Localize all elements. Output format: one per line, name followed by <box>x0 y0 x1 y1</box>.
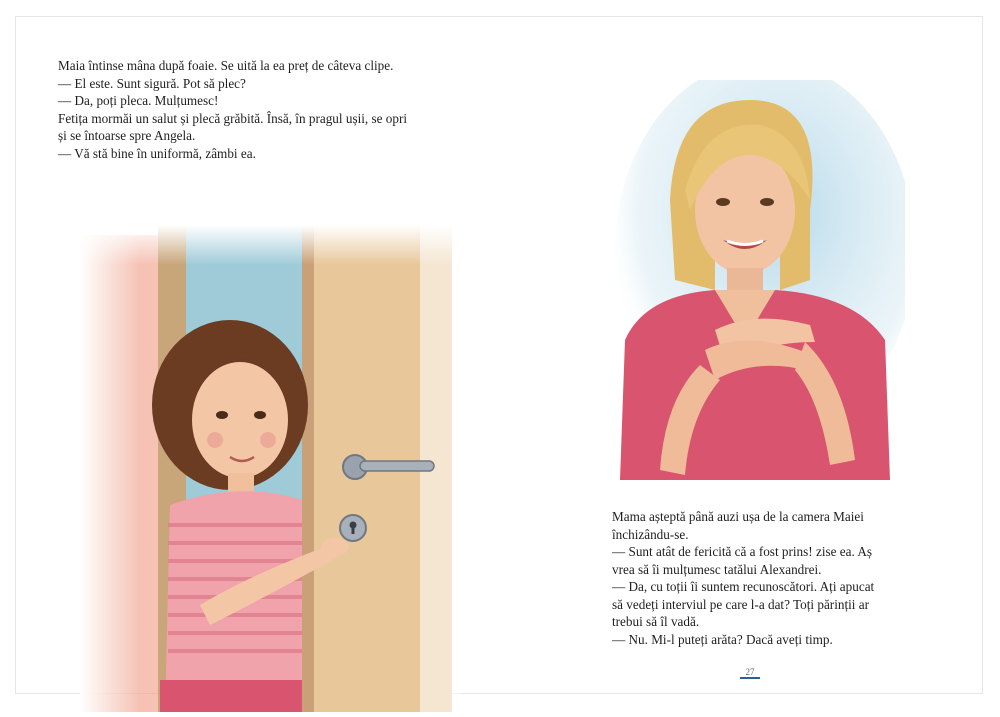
paragraph-line: Maia întinse mâna după foaie. Se uită la ea preț de câteva clipe. <box>58 58 394 73</box>
girl-at-door-illustration <box>80 225 460 712</box>
paragraph-line: și se întoarse spre Angela. <box>58 128 196 143</box>
paragraph-line: — Da, cu toții îi suntem recunoscători. Ați apucat <box>612 579 875 594</box>
paragraph-line: să vedeți interviul pe care l-a dat? Toți părinții ar <box>612 596 869 612</box>
paragraph-line: — Vă stă bine în uniformă, zâmbi ea. <box>58 145 256 161</box>
left-page-text <box>58 57 438 162</box>
smiling-woman-illustration <box>605 80 905 490</box>
girl-at-door-drawing <box>80 225 460 712</box>
paragraph-line: — Nu. Mi-l puteți arăta? Dacă aveți timp. <box>612 631 833 647</box>
paragraph-line: Fetița mormăi un salut și plecă grăbită. Însă, în pragul ușii, se opri <box>58 110 408 126</box>
paragraph-line: — El este. Sunt sigură. Pot să plec? <box>58 75 246 91</box>
paragraph-line: vrea să îi mulțumesc tatălui Alexandrei. <box>612 561 822 577</box>
paragraph-line: Mama așteptă până auzi ușa de la camera Maiei <box>612 509 864 524</box>
paragraph-line: închizându-se. <box>612 526 689 542</box>
right-page-text <box>612 508 912 648</box>
page-number: 27 <box>740 667 760 679</box>
paragraph-line: — Da, poți pleca. Mulțumesc! <box>58 93 219 108</box>
paragraph-line: trebui să îl vadă. <box>612 614 700 629</box>
paragraph-line: — Sunt atât de fericită că a fost prins! zise ea. Aș <box>612 544 872 559</box>
smiling-woman-drawing <box>605 80 905 490</box>
